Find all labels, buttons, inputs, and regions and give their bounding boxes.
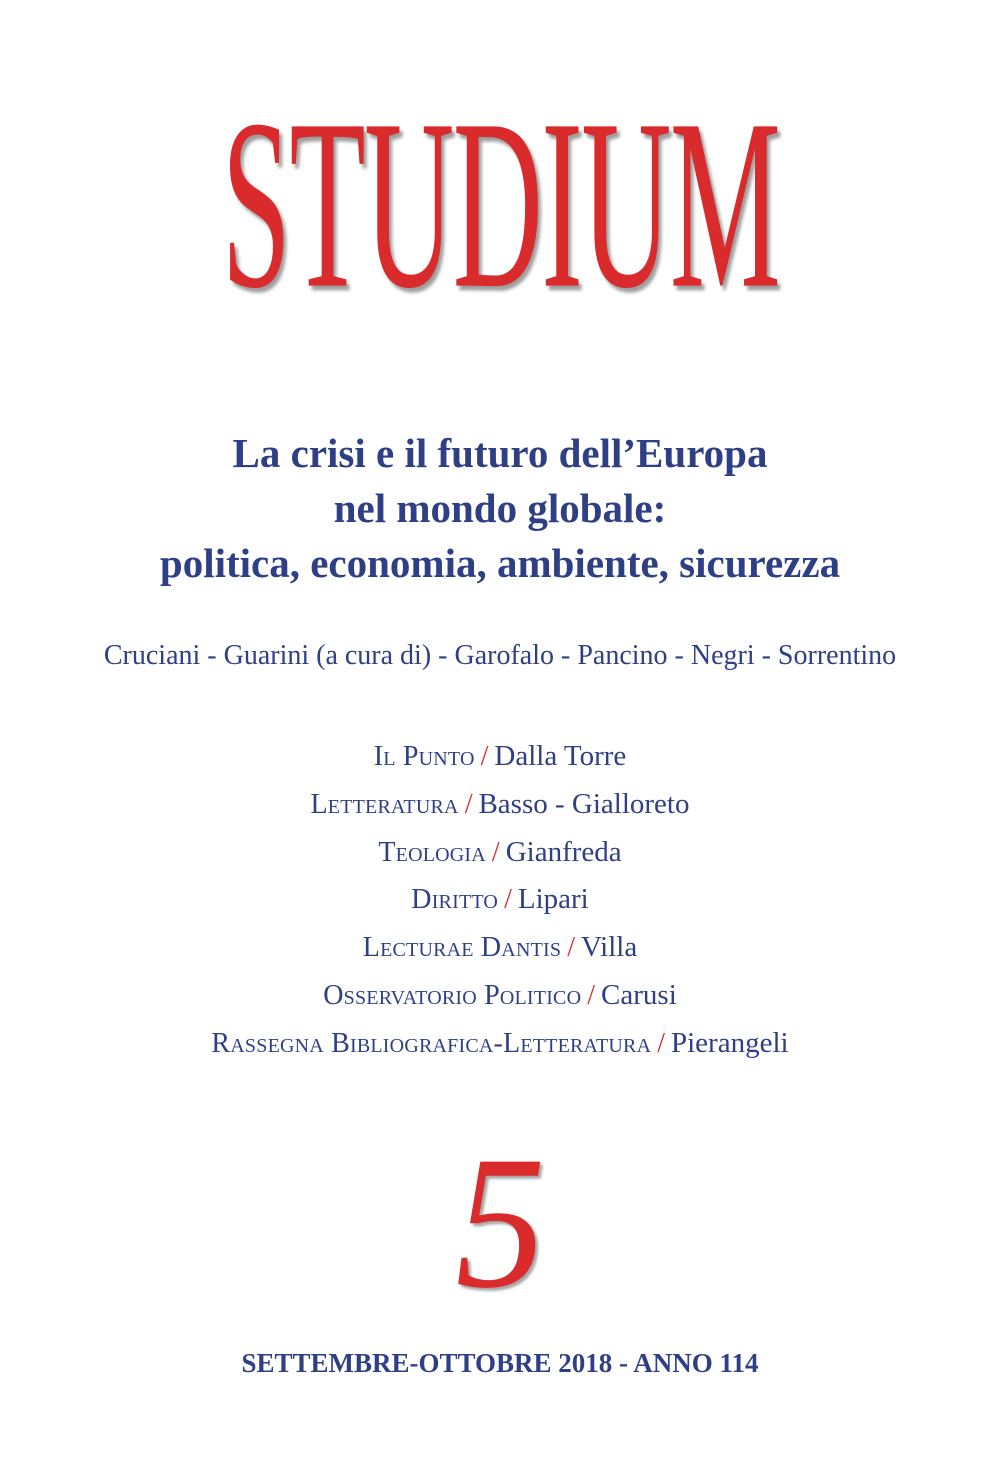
issue-number-digit: 5 (454, 1118, 546, 1328)
section-author: Pierangeli (671, 1026, 789, 1059)
headline-line-1: La crisi e il futuro dell’Europa (232, 430, 768, 476)
masthead (0, 68, 1000, 339)
section-diritto (0, 877, 1000, 925)
section-name: Letteratura (310, 788, 459, 820)
issue-number (0, 1118, 1000, 1328)
section-teologia (0, 830, 1000, 878)
section-name: Diritto (411, 884, 499, 916)
section-osservatorio-politico (0, 973, 1000, 1021)
issue-dateline: SETTEMBRE-OTTOBRE 2018 - ANNO 114 (241, 1348, 759, 1378)
section-separator: / (567, 932, 575, 964)
section-separator: / (491, 836, 500, 868)
section-separator: / (657, 1027, 665, 1059)
section-author: Basso - Gialloreto (478, 787, 690, 820)
section-letteratura (0, 782, 1000, 830)
section-author: Lipari (517, 883, 589, 916)
section-separator: / (504, 884, 512, 916)
section-name: Osservatorio Politico (323, 979, 582, 1011)
authors-line: Cruciani - Guarini (a cura di) - Garofalo - Pancino - Negri - Sorrentino (103, 640, 897, 671)
section-name: Lecturae Dantis (362, 932, 562, 964)
section-author: Dalla Torre (494, 740, 627, 772)
issue-headline (0, 426, 1000, 591)
headline-line-3: politica, economia, ambiente, sicurezza (159, 540, 841, 586)
section-name: Il Punto (373, 741, 475, 772)
headline-line-2: nel mondo globale: (333, 485, 667, 531)
section-name: Rassegna Bibliografica-Letteratura (211, 1027, 652, 1059)
section-separator: / (587, 979, 596, 1011)
section-lecturae-dantis (0, 925, 1000, 973)
section-author: Gianfreda (505, 835, 622, 868)
section-il-punto (0, 734, 1000, 782)
section-author: Villa (580, 931, 638, 964)
sections-list (0, 734, 1000, 1069)
section-rassegna-bibliografica (0, 1021, 1000, 1069)
section-author: Carusi (601, 978, 677, 1011)
section-name: Teologia (378, 836, 486, 868)
journal-title-logo: STUDIUM (221, 68, 779, 339)
section-separator: / (480, 741, 489, 772)
section-separator: / (464, 788, 473, 820)
